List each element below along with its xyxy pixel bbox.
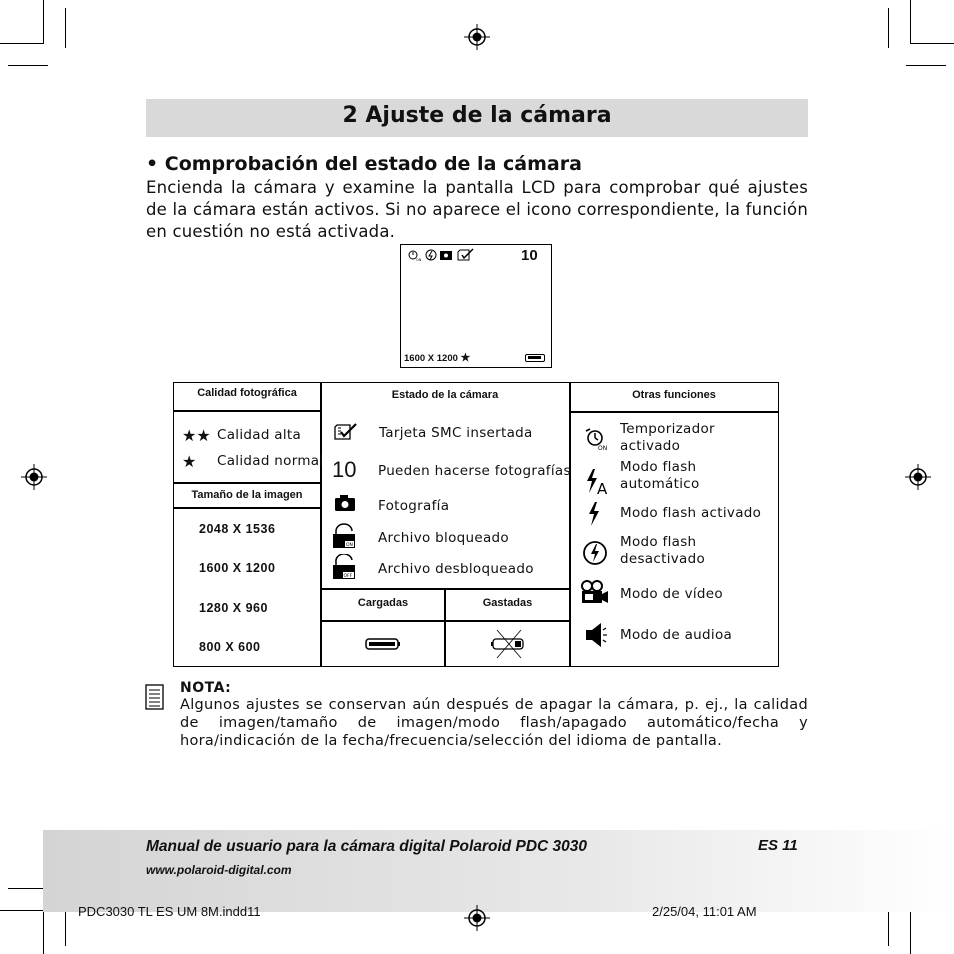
status-shots-label: Pueden hacerse fotografías	[378, 463, 571, 479]
crop-mark	[8, 888, 48, 889]
lock-off-icon	[332, 554, 358, 580]
status-unlocked-label: Archivo desbloqueado	[378, 561, 534, 577]
svg-text:ON: ON	[598, 445, 608, 451]
speaker-icon	[584, 621, 608, 649]
crop-mark	[43, 0, 44, 44]
two-stars-icon: ★★	[182, 426, 211, 445]
chapter-title: 2 Ajuste de la cámara	[342, 103, 612, 128]
status-photo-label: Fotografía	[378, 498, 450, 514]
header-loaded: Cargadas	[357, 597, 409, 609]
flash-off-icon	[582, 540, 608, 566]
other-video-label: Modo de vídeo	[620, 586, 723, 602]
header-quality: Calidad fotográfica	[197, 387, 297, 399]
slug-timestamp: 2/25/04, 11:01 AM	[652, 904, 757, 919]
crop-mark	[65, 906, 66, 946]
crop-mark	[8, 65, 48, 66]
crop-mark	[65, 8, 66, 48]
lcd-status-icons	[407, 248, 487, 262]
crop-mark	[43, 910, 44, 954]
quality-normal-label: Calidad normal	[217, 453, 324, 469]
lcd-shot-count: 10	[521, 247, 538, 264]
crop-mark	[910, 0, 911, 44]
size-item: 2048 X 1536	[199, 522, 276, 536]
battery-icon	[525, 354, 545, 362]
crop-mark	[888, 906, 889, 946]
video-camera-icon	[580, 580, 610, 606]
status-card-label: Tarjeta SMC insertada	[379, 425, 533, 441]
note-label: NOTA:	[180, 680, 232, 696]
registration-mark-bottom	[464, 905, 490, 931]
size-item: 1280 X 960	[199, 601, 268, 615]
header-other: Otras funciones	[632, 389, 716, 401]
other-audio-label: Modo de audioa	[620, 627, 733, 643]
slug-filename: PDC3030 TL ES UM 8M.indd11	[78, 904, 261, 919]
crop-mark	[888, 8, 889, 48]
flash-on-icon	[586, 501, 604, 527]
header-image-size: Tamaño de la imagen	[191, 489, 303, 501]
note-icon	[145, 684, 165, 710]
sd-card-check-icon	[458, 249, 473, 260]
note-text: Algunos ajustes se conservan aún después de apagar la cámara, p. ej., la calidad de imagen/tamaño de imagen/modo flash/apagado automático/fecha y hora/indicación de la fecha/frecuencia/selección del idioma de pantalla.	[180, 697, 808, 749]
lcd-screen-mockup	[400, 244, 552, 368]
camera-icon	[334, 494, 356, 512]
other-flash-auto-label: Modo flash automático	[620, 459, 700, 492]
size-item: 800 X 600	[199, 640, 261, 654]
battery-empty-icon	[491, 629, 527, 659]
flash-off-icon	[426, 250, 436, 260]
header-exhausted: Gastadas	[482, 597, 533, 609]
lock-on-icon	[332, 523, 358, 549]
registration-mark-left	[21, 464, 47, 490]
sd-card-check-icon	[334, 423, 358, 441]
crop-mark	[0, 910, 43, 911]
header-status: Estado de la cámara	[391, 389, 499, 401]
svg-text:ON: ON	[416, 258, 422, 262]
footer-title: Manual de usuario para la cámara digital Polaroid PDC 3030	[146, 838, 588, 855]
battery-full-icon	[365, 637, 401, 651]
svg-text:A: A	[597, 480, 608, 496]
star-icon: ★	[182, 452, 197, 471]
registration-mark-right	[905, 464, 931, 490]
self-timer-icon	[584, 427, 610, 451]
page-number: ES 11	[758, 837, 798, 854]
section-heading: • Comprobación del estado de la cámara	[146, 153, 582, 175]
shot-count-icon: 10	[332, 457, 357, 482]
camera-icon	[440, 251, 452, 260]
crop-mark	[911, 43, 954, 44]
size-item: 1600 X 1200	[199, 561, 276, 575]
lcd-resolution: 1600 X 1200 ★	[404, 352, 471, 364]
svg-text:OFF: OFF	[343, 574, 353, 579]
intro-paragraph: Encienda la cámara y examine la pantalla LCD para comprobar qué ajustes de la cámara están activos. Si no aparece el icono correspondiente, la función en cuestión no está activada.	[146, 178, 809, 241]
crop-mark	[906, 65, 946, 66]
other-flash-off-label: Modo flash desactivado	[620, 534, 706, 567]
flash-auto-icon	[584, 468, 610, 496]
status-locked-label: Archivo bloqueado	[378, 530, 509, 546]
svg-text:ON: ON	[346, 543, 353, 548]
self-timer-icon	[409, 251, 422, 262]
other-timer-label: Temporizador activado	[620, 421, 715, 454]
star-icon: ★	[460, 352, 471, 364]
other-flash-on-label: Modo flash activado	[620, 505, 762, 521]
crop-mark	[910, 910, 911, 954]
crop-mark	[0, 43, 43, 44]
quality-high-label: Calidad alta	[217, 427, 302, 443]
footer-url[interactable]: www.polaroid-digital.com	[146, 863, 292, 877]
status-table	[173, 382, 779, 667]
registration-mark-top	[464, 24, 490, 50]
